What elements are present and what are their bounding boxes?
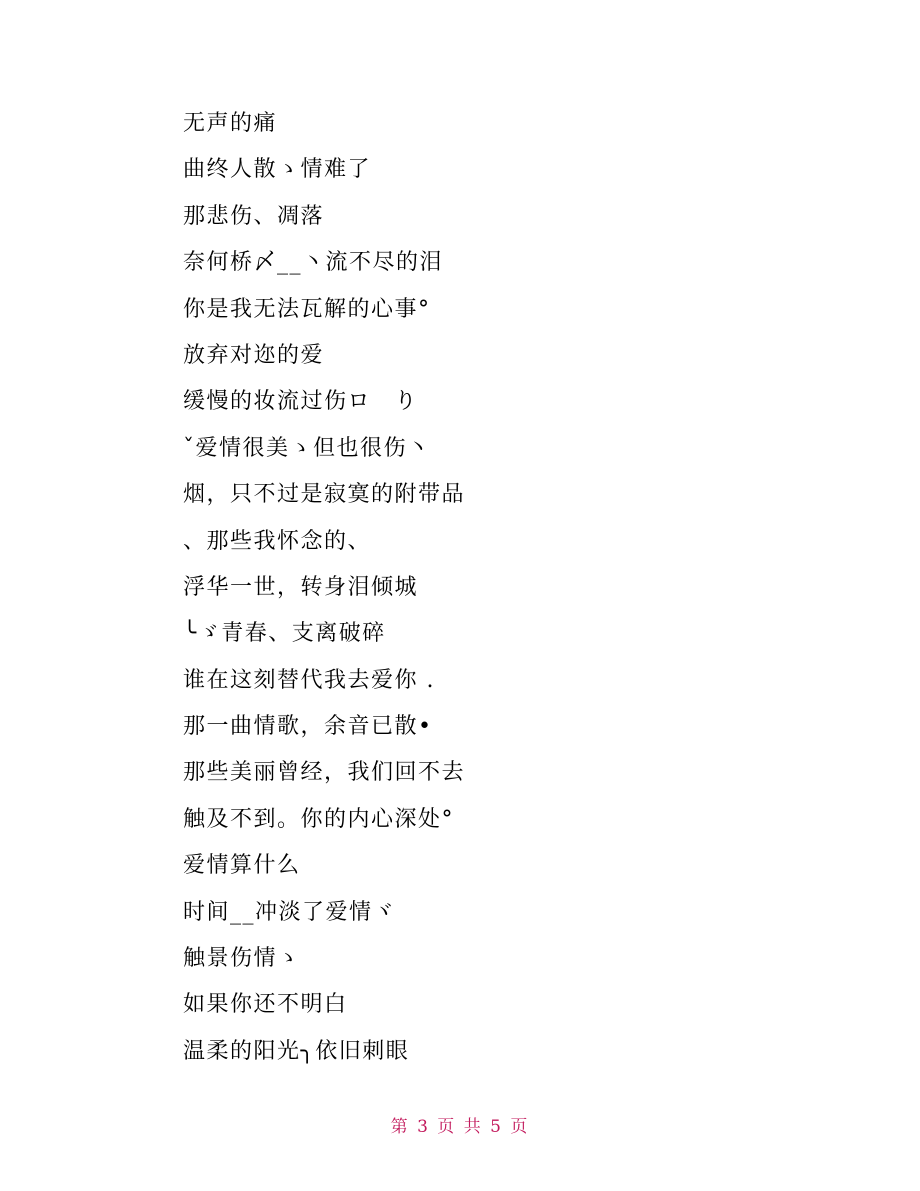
text-line: 、那些我怀念的、 [183, 528, 372, 554]
text-line: 温柔的阳光╮依旧刺眼 [183, 1038, 410, 1064]
text-line: 浮华一世，转身泪倾城 [183, 574, 419, 600]
text-line: 你是我无法瓦解的心事° [183, 296, 431, 322]
text-line: 时间__冲淡了爱情ヾ [183, 899, 397, 925]
text-line: ╰ゞ青春、支离破碎 [183, 621, 386, 647]
text-line: 缓慢的妆流过伤ロ り [183, 389, 419, 415]
text-line: 曲终人散ゝ情难了 [183, 157, 372, 183]
text-line: 如果你还不明白 [183, 992, 348, 1018]
text-line: 那些美丽曾经，我们回不去 [183, 760, 466, 786]
text-line: 烟，只不过是寂寞的附带品 [183, 482, 466, 508]
poem-lines [183, 104, 783, 1078]
text-line: 爱情算什么 [183, 853, 301, 879]
text-line: 触及不到。你的内心深处° [183, 806, 455, 832]
text-line: 无声的痛 [183, 111, 278, 136]
text-line: 放弃对迩的爱 [183, 342, 325, 368]
page-number-footer: 第 3 页 共 5 页 [390, 1117, 530, 1137]
text-line: 那悲伤、凋落 [183, 203, 325, 229]
text-line: 那一曲情歌，余音已散• [183, 714, 433, 740]
text-line: 谁在这刻替代我去爱你 . [183, 667, 435, 693]
text-line: 奈何桥〆__丶流不尽的泪 [183, 250, 444, 276]
text-line: ˇ爱情很美ゝ但也很伤丶 [183, 435, 431, 461]
text-line: 触景伤情ゝ [183, 946, 301, 972]
